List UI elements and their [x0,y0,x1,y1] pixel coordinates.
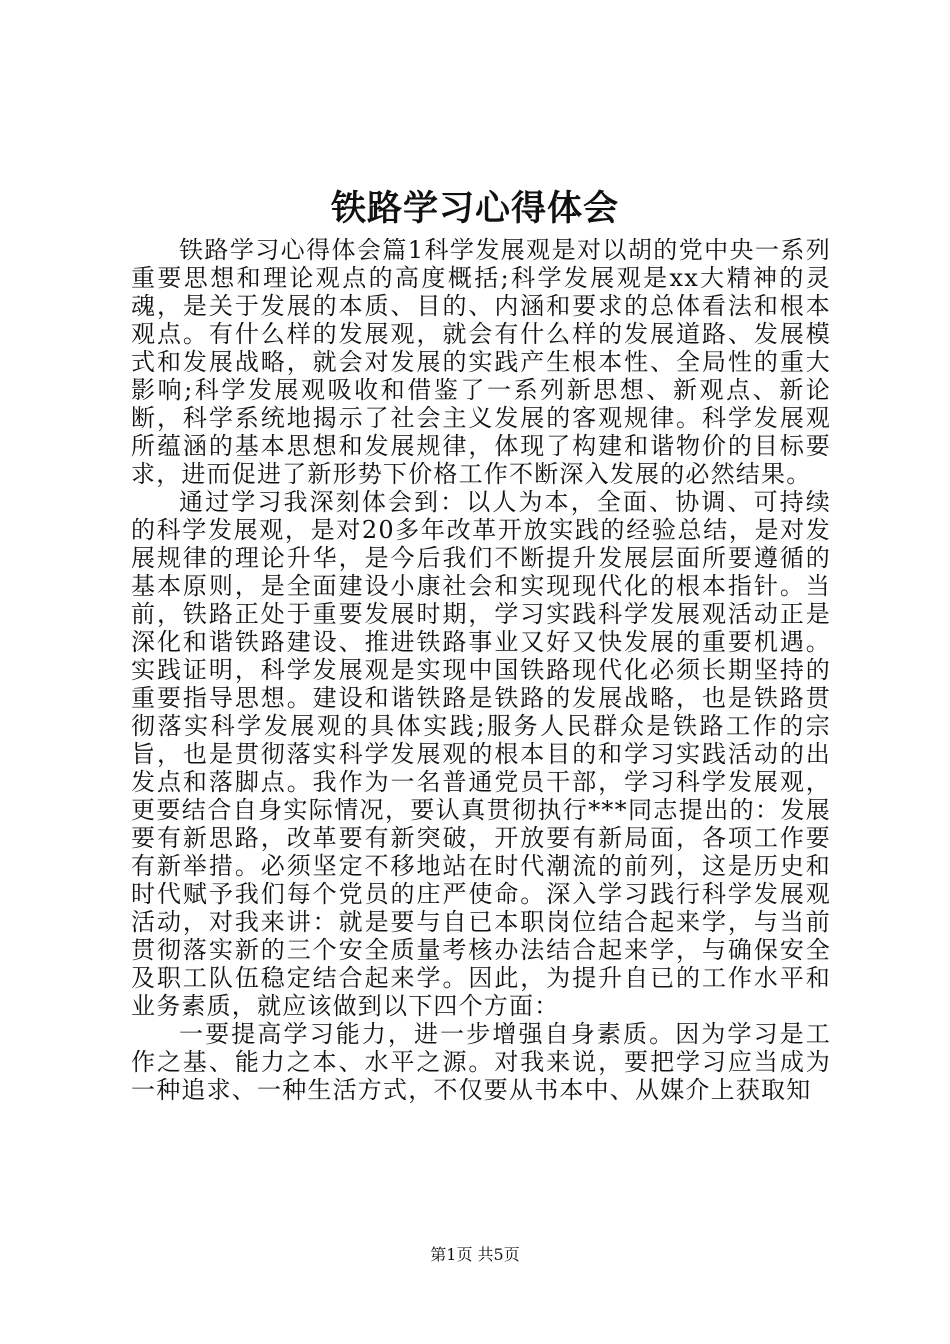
document-body [131,236,831,1104]
paragraph-1: 铁路学习心得体会篇1科学发展观是对以胡的党中央一系列重要思想和理论观点的高度概括;科学发展观是xx大精神的灵魂，是关于发展的本质、目的、内涵和要求的总体看法和根本观点。有什么样的发展观，就会有什么样的发展道路、发展模式和发展战略，就会对发展的实践产生根本性、全局性的重大影响;科学发展观吸收和借鉴了一系列新思想、新观点、新论断，科学系统地揭示了社会主义发展的客观规律。科学发展观所蕴涵的基本思想和发展规律，体现了构建和谐物价的目标要求，进而促进了新形势下价格工作不断深入发展的必然结果。 [131,236,831,488]
paragraph-2: 通过学习我深刻体会到：以人为本，全面、协调、可持续的科学发展观，是对20多年改革开放实践的经验总结，是对发展规律的理论升华，是今后我们不断提升发展层面所要遵循的基本原则，是全面建设小康社会和实现现代化的根本指针。当前，铁路正处于重要发展时期，学习实践科学发展观活动正是深化和谐铁路建设、推进铁路事业又好又快发展的重要机遇。实践证明，科学发展观是实现中国铁路现代化必须长期坚持的重要指导思想。建设和谐铁路是铁路的发展战略，也是铁路贯彻落实科学发展观的具体实践;服务人民群众是铁路工作的宗旨，也是贯彻落实科学发展观的根本目的和学习实践活动的出发点和落脚点。我作为一名普通党员干部，学习科学发展观，更要结合自身实际情况，要认真贯彻执行***同志提出的：发展要有新思路，改革要有新突破，开放要有新局面，各项工作要有新举措。必须坚定不移地站在时代潮流的前列，这是历史和时代赋予我们每个党员的庄严使命。深入学习践行科学发展观活动，对我来讲：就是要与自已本职岗位结合起来学，与当前贯彻落实新的三个安全质量考核办法结合起来学，与确保安全及职工队伍稳定结合起来学。因此，为提升自已的工作水平和业务素质，就应该做到以下四个方面： [131,488,831,1020]
paragraph-3: 一要提高学习能力，进一步增强自身素质。因为学习是工作之基、能力之本、水平之源。对我来说，要把学习应当成为一种追求、一种生活方式，不仅要从书本中、从媒介上获取知 [131,1020,831,1104]
page-footer: 第1页 共5页 [430,1245,520,1264]
document-title: 铁路学习心得体会 [330,188,619,229]
